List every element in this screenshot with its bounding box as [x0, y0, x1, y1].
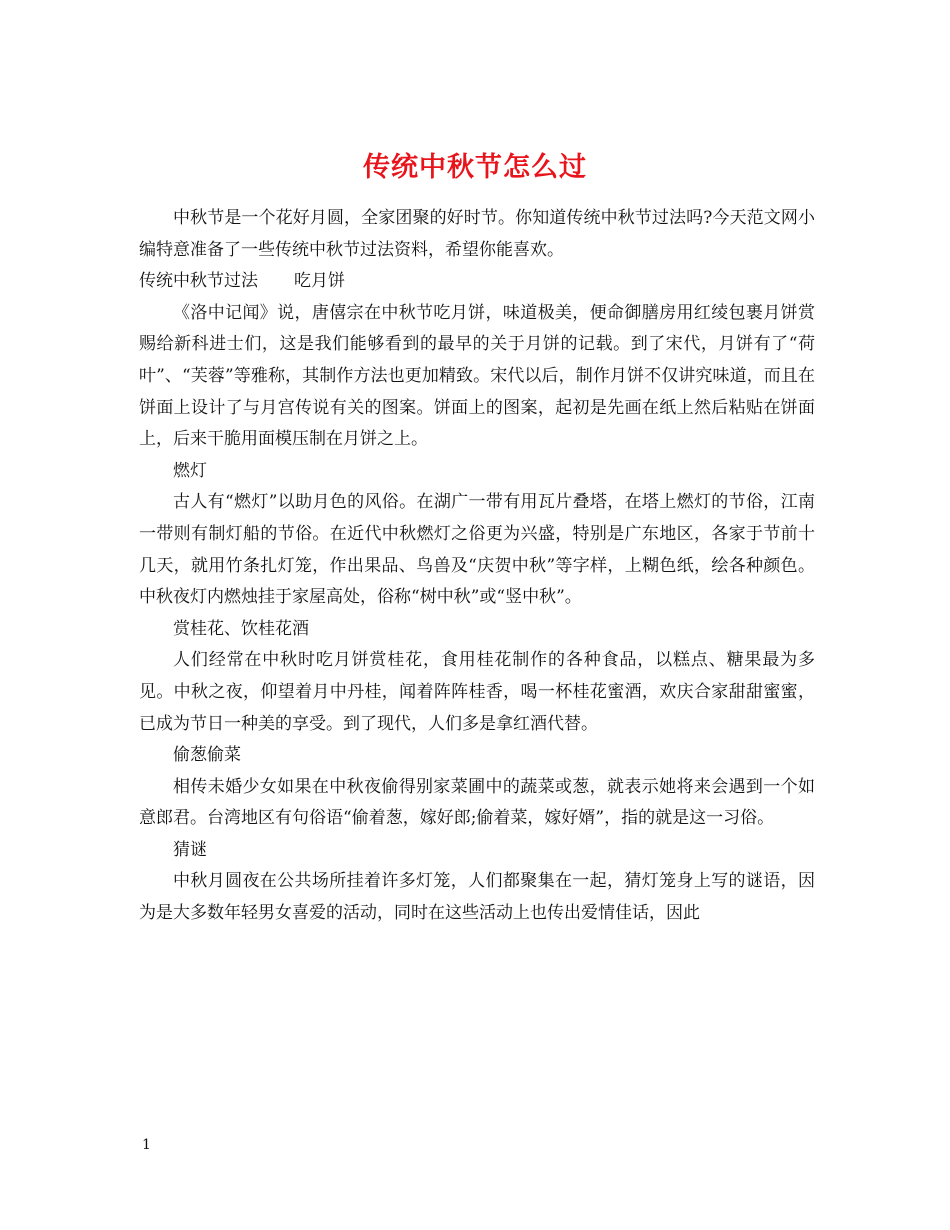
mooncake-paragraph: 《洛中记闻》说，唐僖宗在中秋节吃月饼，味道极美，便命御膳房用红绫包裹月饼赏赐给新科进士们，这是我们能够看到的最早的关于月饼的记载。到了宋代，月饼有了“荷叶”、“芙蓉”等雅称，其制作方法也更加精致。宋代以后，制作月饼不仅讲究味道，而且在饼面上设计了与月宫传说有关的图案。饼面上的图案，起初是先画在纸上然后粘贴在饼面上，后来干脆用面模压制在月饼之上。 — [139, 302, 815, 450]
subheading-main: 传统中秋节过法 — [139, 271, 258, 292]
page-number: 1 — [142, 1137, 151, 1153]
section-heading-riddles: 猜谜 — [173, 839, 207, 860]
stealing-vegetables-paragraph: 相传未婚少女如果在中秋夜偷得别家菜圃中的蔬菜或葱，就表示她将来会遇到一个如意郎君。台湾地区有句俗语“偷着葱，嫁好郎;偷着菜，嫁好婿”，指的就是这一习俗。 — [139, 776, 815, 829]
intro-paragraph: 中秋节是一个花好月圆，全家团聚的好时节。你知道传统中秋节过法吗?今天范文网小编特意准备了一些传统中秋节过法资料，希望你能喜欢。 — [139, 208, 815, 260]
lanterns-paragraph: 古人有“燃灯”以助月色的风俗。在湖广一带有用瓦片叠塔，在塔上燃灯的节俗，江南一带则有制灯船的节俗。在近代中秋燃灯之俗更为兴盛，特别是广东地区，各家于节前十几天，就用竹条扎灯笼，作出果品、鸟兽及“庆贺中秋”等字样，上糊色纸，绘各种颜色。中秋夜灯内燃烛挂于家屋高处，俗称“树中秋”或“竖中秋”。 — [139, 492, 815, 608]
osmanthus-paragraph: 人们经常在中秋时吃月饼赏桂花，食用桂花制作的各种食品，以糕点、糖果最为多见。中秋之夜，仰望着月中丹桂，闻着阵阵桂香，喝一杯桂花蜜酒，欢庆合家甜甜蜜蜜，已成为节日一种美的享受。到了现代，人们多是拿红酒代替。 — [139, 650, 815, 734]
subheading-line — [139, 266, 815, 298]
document-body — [139, 203, 815, 930]
subheading-first-item: 吃月饼 — [294, 271, 345, 292]
riddles-paragraph: 中秋月圆夜在公共场所挂着许多灯笼，人们都聚集在一起，猜灯笼身上写的谜语，因为是大多数年轻男女喜爱的活动，同时在这些活动上也传出爱情佳话，因此 — [139, 871, 815, 924]
section-heading-lanterns: 燃灯 — [173, 460, 207, 481]
document-title: 传统中秋节怎么过 — [363, 152, 587, 184]
section-heading-stealing-vegetables: 偷葱偷菜 — [173, 745, 241, 766]
section-heading-osmanthus: 赏桂花、饮桂花酒 — [173, 618, 309, 639]
